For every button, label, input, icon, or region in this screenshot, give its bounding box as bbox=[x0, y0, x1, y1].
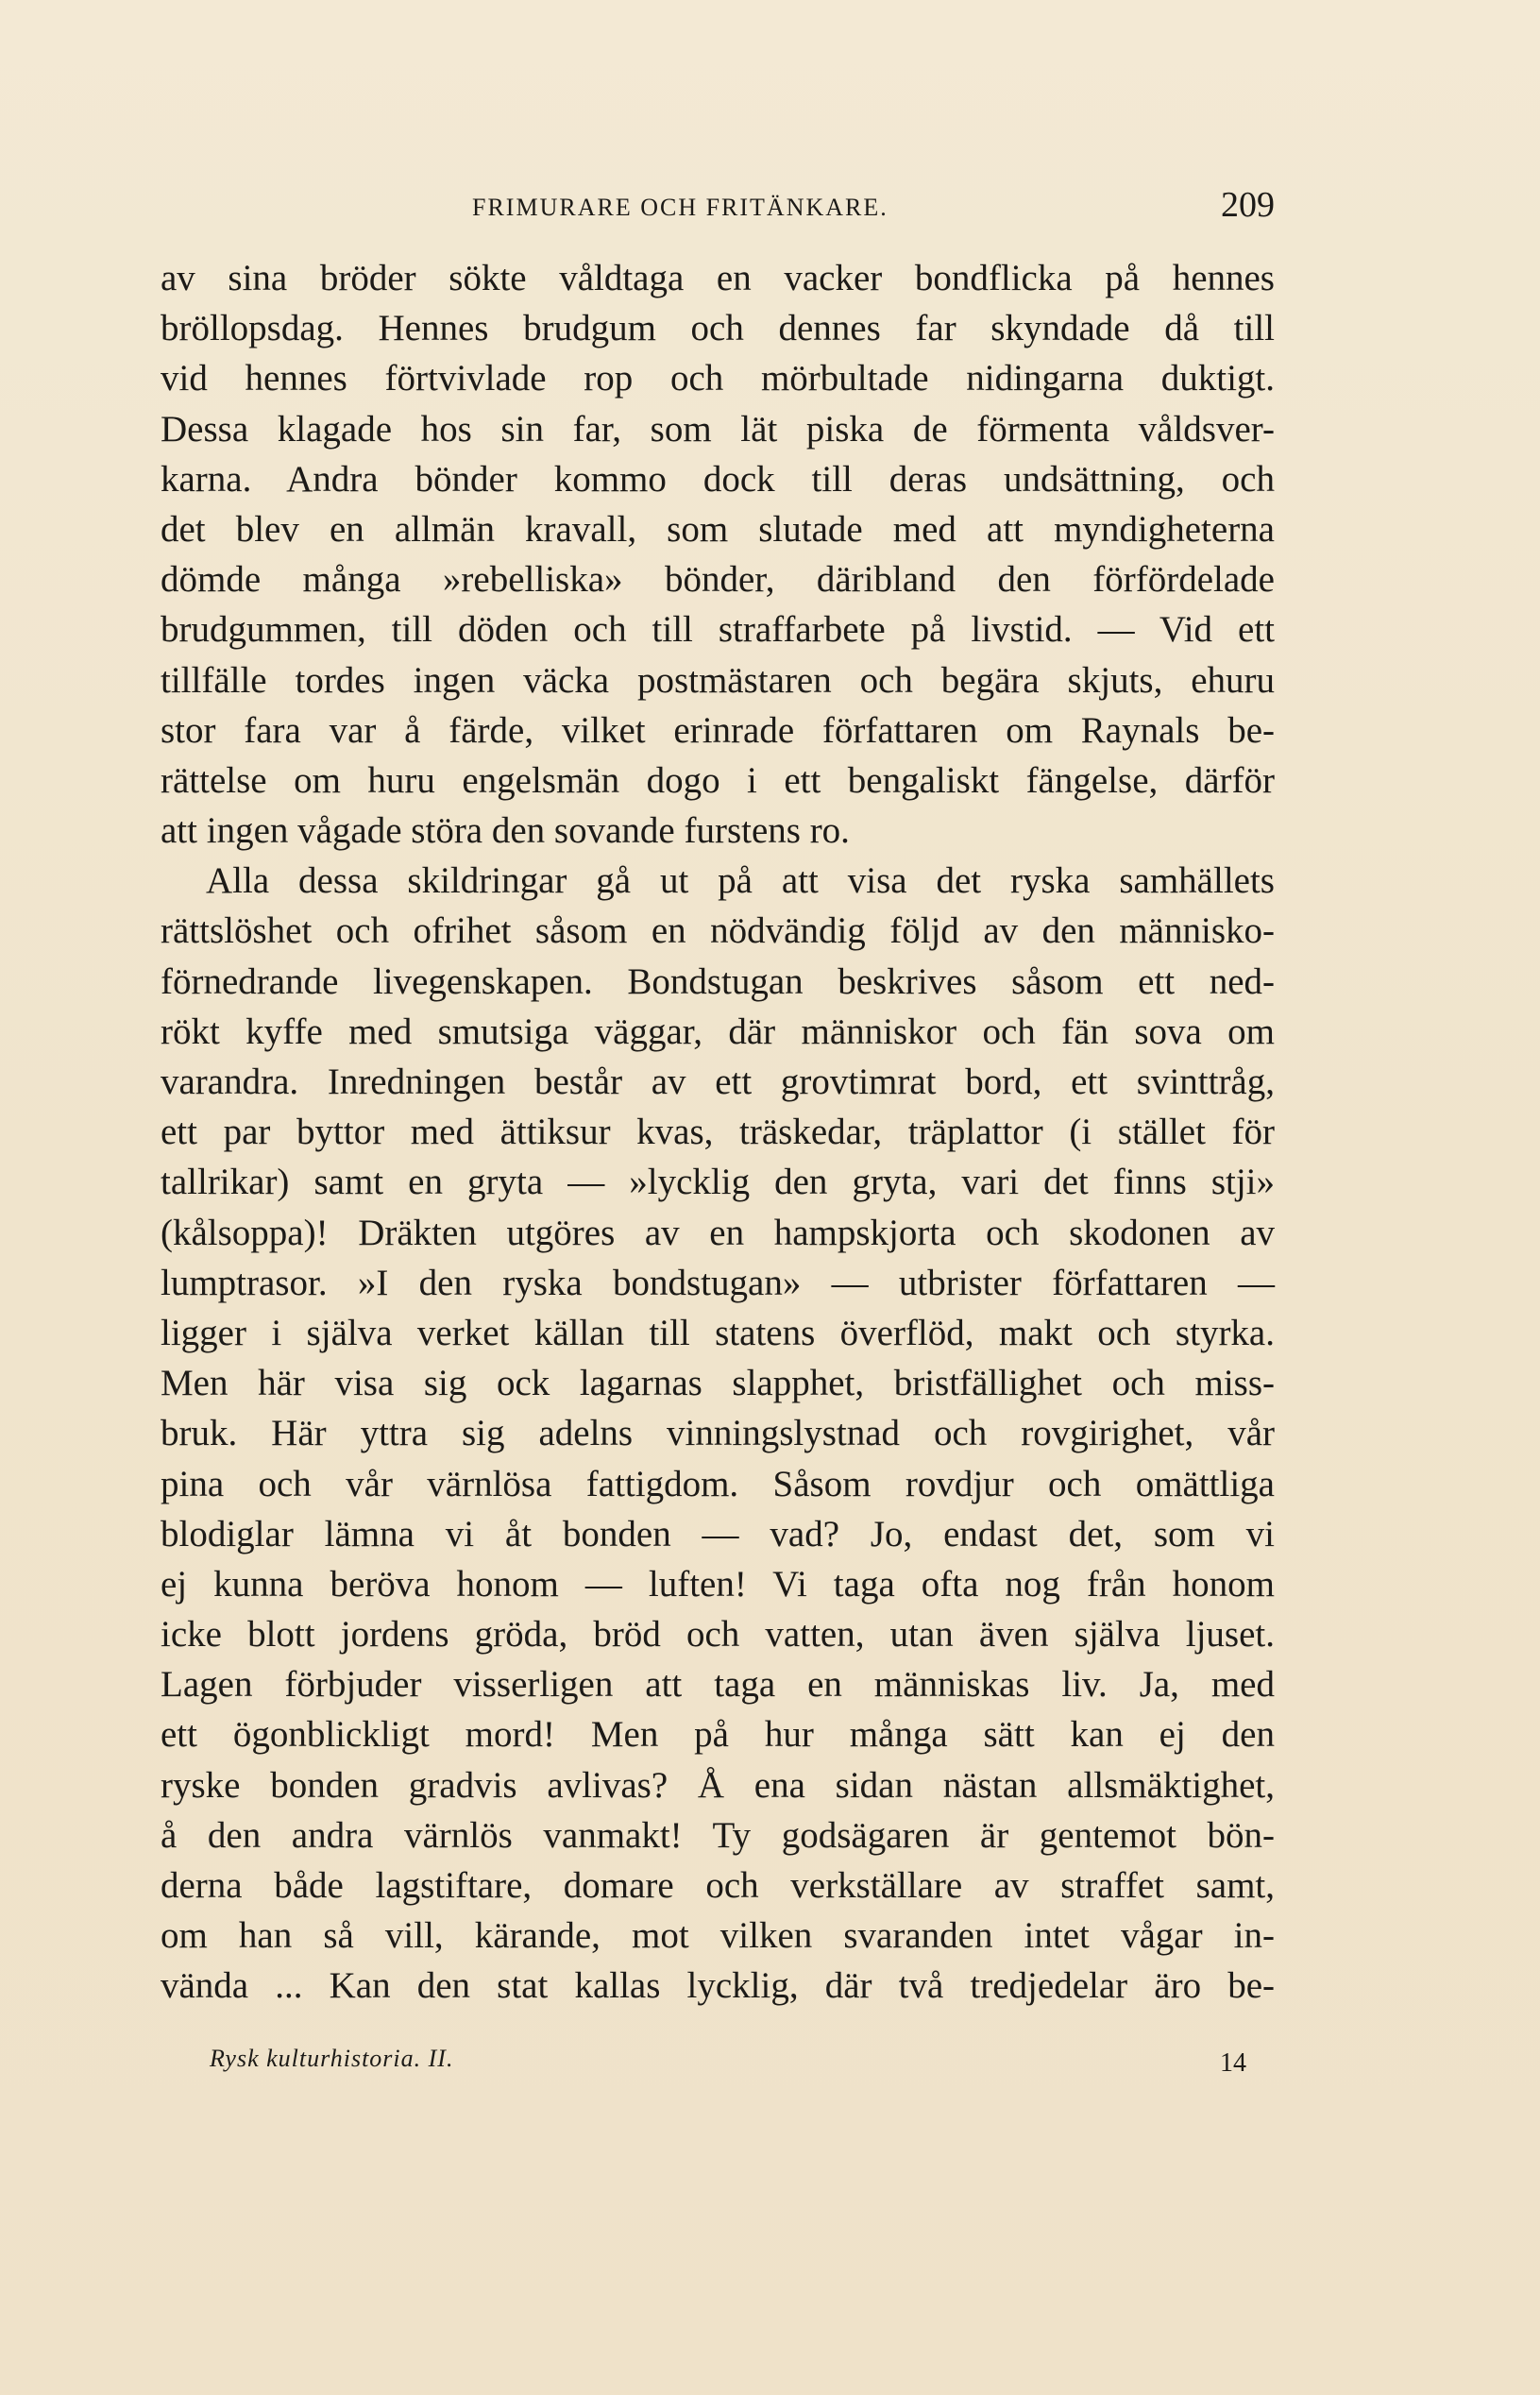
text-line: Dessa klagade hos sin far, som lät piska de förmenta våldsver- bbox=[161, 408, 1275, 450]
text-line: Lagen förbjuder visserligen att taga en människas liv. Ja, med bbox=[161, 1664, 1275, 1706]
text-line: ett ögonblickligt mord! Men på hur många sätt kan ej den bbox=[161, 1714, 1275, 1756]
text-line: derna både lagstiftare, domare och verkställare av straffet samt, bbox=[161, 1865, 1275, 1906]
page-number: 209 bbox=[1221, 185, 1275, 225]
text-line: dömde många »rebelliska» bönder, däribland den förfördelade bbox=[161, 559, 1275, 601]
text-line: Alla dessa skildringar gå ut på att visa det ryska samhällets bbox=[206, 860, 1275, 902]
running-head: FRIMURARE OCH FRITÄNKARE. bbox=[472, 194, 888, 221]
text-line: pina och vår värnlösa fattigdom. Såsom rovdjur och omättliga bbox=[161, 1463, 1275, 1504]
text-line: Men här visa sig ock lagarnas slapphet, bristfällighet och miss- bbox=[161, 1363, 1275, 1404]
text-line: rättelse om huru engelsmän dogo i ett bengaliskt fängelse, därför bbox=[161, 759, 1275, 801]
text-line: ett par byttor med ättiksur kvas, träskedar, träplattor (i stället för bbox=[161, 1112, 1275, 1153]
text-line: bruk. Här yttra sig adelns vinningslystnad och rovgirighet, vår bbox=[161, 1413, 1275, 1454]
text-line: icke blott jordens gröda, bröd och vatten, utan även själva ljuset. bbox=[161, 1614, 1275, 1656]
text-line: å den andra värnlös vanmakt! Ty godsägaren är gentemot bön- bbox=[161, 1814, 1275, 1856]
text-line: karna. Andra bönder kommo dock till deras undsättning, och bbox=[161, 458, 1275, 500]
text-line: ligger i själva verket källan till statens överflöd, makt och styrka. bbox=[161, 1312, 1275, 1353]
text-line: rökt kyffe med smutsiga väggar, där människor och fän sova om bbox=[161, 1011, 1275, 1052]
text-line: varandra. Inredningen består av ett grovtimrat bord, ett svinttråg, bbox=[161, 1062, 1275, 1102]
text-line: ej kunna beröva honom — luften! Vi taga ofta nog från honom bbox=[161, 1563, 1275, 1605]
sheet-number: 14 bbox=[1220, 2048, 1246, 2078]
text-line: ryske bonden gradvis avlivas? Å ena sidan nästan allsmäktighet, bbox=[161, 1764, 1275, 1806]
text-line: tillfälle tordes ingen väcka postmästaren och begära skjuts, ehuru bbox=[161, 659, 1275, 701]
page-footer bbox=[161, 2045, 1275, 2082]
text-line: av sina bröder sökte våldtaga en vacker bondflicka på hennes bbox=[161, 258, 1275, 298]
text-line: rättslöshet och ofrihet såsom en nödvändig följd av den människo- bbox=[161, 910, 1275, 952]
page-header bbox=[161, 184, 1275, 231]
text-line: (kålsoppa)! Dräkten utgöres av en hampskjorta och skodonen av bbox=[161, 1212, 1275, 1253]
text-line: blodiglar lämna vi åt bonden — vad? Jo, endast det, som vi bbox=[161, 1513, 1275, 1554]
text-line: vända ... Kan den stat kallas lycklig, där två tredjedelar äro be- bbox=[161, 1965, 1275, 2007]
text-line: tallrikar) samt en gryta — »lycklig den gryta, vari det finns stji» bbox=[161, 1162, 1275, 1203]
text-line: att ingen vågade störa den sovande furstens ro. bbox=[161, 810, 850, 852]
text-line: brudgummen, till döden och till straffarbete på livstid. — Vid ett bbox=[161, 609, 1275, 651]
signature-mark: Rysk kulturhistoria. II. bbox=[210, 2045, 454, 2072]
text-line: stor fara var å färde, vilket erinrade författaren om Raynals be- bbox=[161, 709, 1275, 751]
text-line: bröllopsdag. Hennes brudgum och dennes far skyndade då till bbox=[161, 308, 1275, 349]
body-text bbox=[161, 253, 1275, 2012]
text-line: vid hennes förtvivlade rop och mörbultade nidingarna duktigt. bbox=[161, 358, 1275, 399]
text-line: förnedrande livegenskapen. Bondstugan beskrives såsom ett ned- bbox=[161, 960, 1275, 1002]
text-line: lumptrasor. »I den ryska bondstugan» — utbrister författaren — bbox=[161, 1262, 1275, 1303]
text-line: om han så vill, kärande, mot vilken svaranden intet vågar in- bbox=[161, 1915, 1275, 1957]
text-line: det blev en allmän kravall, som slutade med att myndigheterna bbox=[161, 508, 1275, 550]
